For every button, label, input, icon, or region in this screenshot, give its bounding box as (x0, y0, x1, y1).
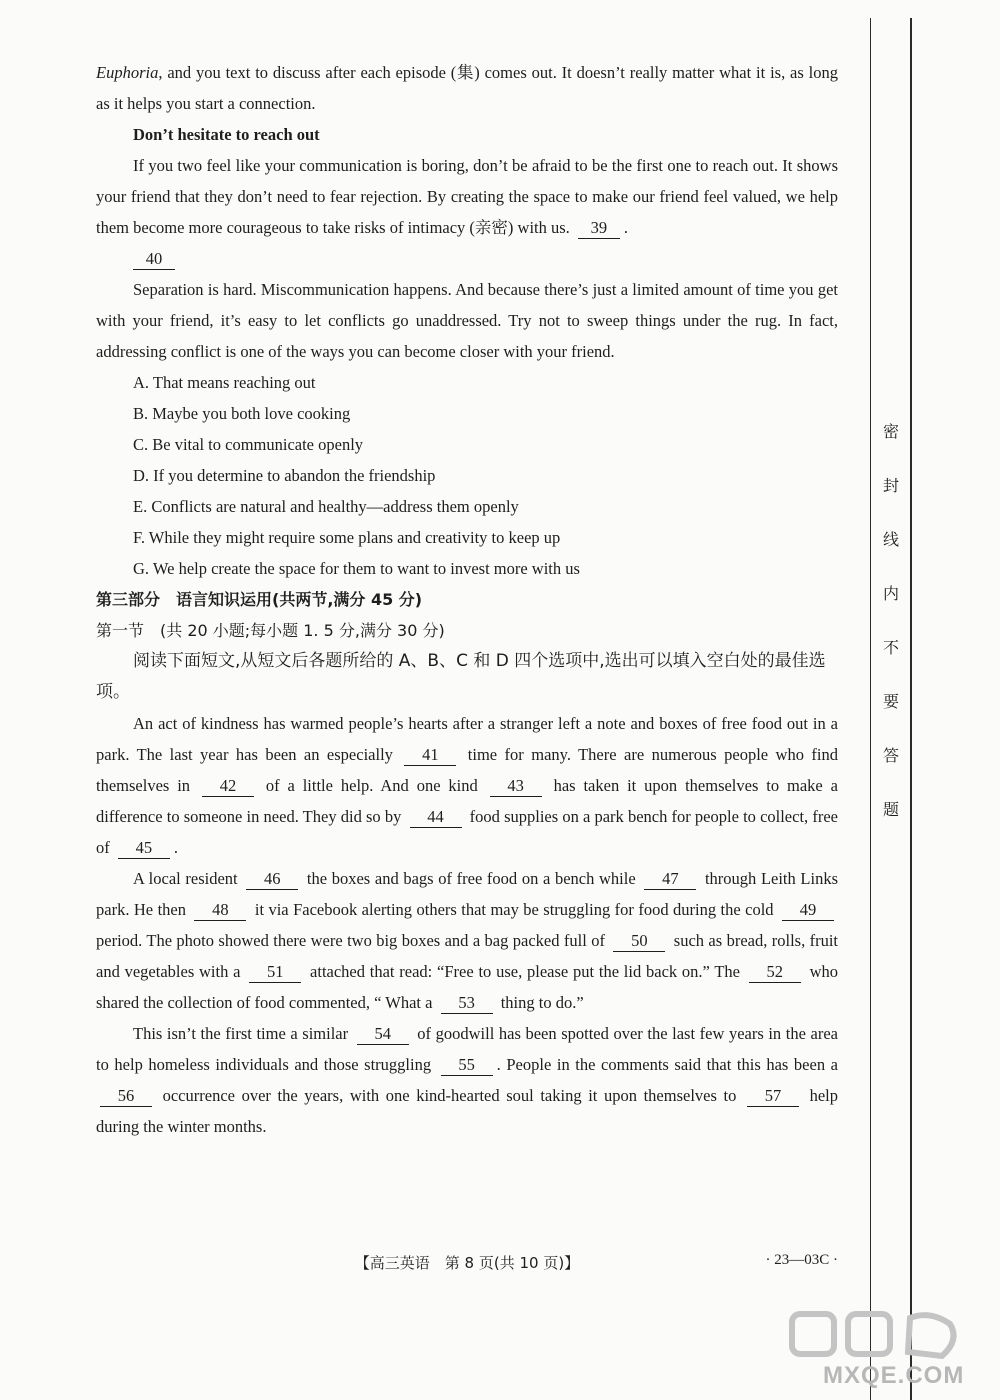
blank-53: 53 (441, 993, 493, 1014)
paragraph-text: This isn’t the first time a similar (133, 1024, 353, 1043)
seal-char: 答 (882, 746, 899, 765)
paragraph-text: such as bread, rolls, fruit and vegetables with a (96, 931, 839, 981)
paragraph-text: thing to do.” (496, 993, 584, 1012)
blank-42: 42 (202, 776, 254, 797)
blank-46: 46 (246, 869, 298, 890)
binding-line-inner (870, 18, 871, 1400)
seal-char: 不 (882, 638, 899, 657)
blank-56: 56 (100, 1086, 152, 1107)
blank-49: 49 (782, 900, 834, 921)
cloze-paragraph-3 (96, 1018, 838, 1142)
paragraph-text: help during the winter months. (96, 1086, 838, 1136)
blank-41: 41 (404, 745, 456, 766)
seal-char: 内 (882, 584, 899, 603)
cloze-paragraph-2 (96, 863, 838, 1018)
seal-char: 题 (882, 800, 899, 819)
blank-43: 43 (490, 776, 542, 797)
option-a: A. That means reaching out (133, 373, 316, 392)
option-c: C. Be vital to communicate openly (133, 435, 364, 454)
paragraph-text: . People in the comments said that this has been a (496, 1055, 838, 1074)
blank-40: 40 (133, 249, 175, 270)
paragraph-euphoria (96, 57, 838, 119)
paragraph-text: A local resident (133, 869, 243, 888)
paragraph-text: it via Facebook alerting others that may be struggling for food during the cold (250, 900, 778, 919)
blank-54: 54 (357, 1024, 409, 1045)
section-heading: Don’t hesitate to reach out (133, 125, 320, 144)
footer-title: 【高三英语 第 8 页(共 10 页)】 (354, 1254, 580, 1272)
paragraph-text: who shared the collection of food commented, “ What a (96, 962, 838, 1012)
blank-57: 57 (747, 1086, 799, 1107)
paragraph-text: food supplies on a park bench for people to collect, free of (96, 807, 838, 857)
paragraph-text: An act of kindness has warmed people’s hearts after a stranger left a note and boxes of free food out in a park. The last year has been an especially (96, 714, 838, 764)
paragraph-reach-out: If you two feel like your communication is boring, don’t be afraid to be the first one to reach out. It shows your friend that they don’t need to fear rejection. By creating the space to make our friend feel valued, we help them become more courageous to take risks of intimacy (亲密) with us. 39 . (96, 156, 838, 237)
seal-char: 要 (882, 692, 899, 711)
page-footer (96, 1252, 838, 1276)
paragraph-text: of goodwill has been spotted over the last few years in the area to help homeless individuals and those struggling (96, 1024, 838, 1074)
paragraph-blank-40 (96, 243, 838, 274)
blank-45: 45 (118, 838, 170, 859)
blank-39: 39 (578, 218, 620, 239)
seal-line-notice (874, 405, 908, 837)
section1-title: 第一节 (共 20 小题;每小题 1. 5 分,满分 30 分) (96, 621, 445, 640)
paragraph-text: Euphoria (96, 63, 159, 82)
paragraph-text: If you two feel like your communication is boring, don’t be afraid to be the first one to reach out. It shows your friend that they don’t need to fear rejection. By creating the space to make our friend feel valued, we help them become more courageous to take risks of intimacy (亲密) with us. (96, 156, 838, 237)
blank-55: 55 (441, 1055, 493, 1076)
blank-44: 44 (410, 807, 462, 828)
paragraph-text: , and you text to discuss after each episode (集) comes out. It doesn’t really matter what it is, as long as it helps you start a connection. (96, 63, 838, 113)
option-d: D. If you determine to abandon the friendship (133, 466, 436, 485)
blank-50: 50 (613, 931, 665, 952)
paragraph-text: . (173, 838, 178, 857)
paragraph-text: time for many. There are numerous people who find themselves in (96, 745, 838, 795)
option-f: F. While they might require some plans and creativity to keep up (133, 528, 561, 547)
blank-51: 51 (249, 962, 301, 983)
paragraph-text: period. The photo showed there were two big boxes and a bag packed full of (96, 931, 610, 950)
paragraph-text: occurrence over the years, with one kind-hearted soul taking it upon themselves to (156, 1086, 743, 1105)
blank-48: 48 (194, 900, 246, 921)
part3-title: 第三部分 语言知识运用(共两节,满分 45 分) (96, 590, 423, 609)
watermark-text: MXQE.COM (823, 1362, 965, 1389)
cloze-paragraph-1 (96, 708, 838, 863)
option-e: E. Conflicts are natural and healthy—address them openly (133, 497, 519, 516)
option-g: G. We help create the space for them to want to invest more with us (133, 559, 580, 578)
seal-char: 封 (882, 476, 899, 495)
cloze-instruction: 阅读下面短文,从短文后各题所给的 A、B、C 和 D 四个选项中,选出可以填入空白处的最佳选项。 (96, 651, 826, 702)
blank-47: 47 (644, 869, 696, 890)
binding-line-outer (910, 18, 912, 1400)
seal-char: 密 (882, 422, 899, 441)
seal-char: 线 (882, 530, 899, 549)
option-b: B. Maybe you both love cooking (133, 404, 351, 423)
paragraph-text: of a little help. And one kind (257, 776, 486, 795)
paragraph-text: has taken it upon themselves to make a difference to someone in need. They did so by (96, 776, 838, 826)
paragraph-separation: Separation is hard. Miscommunication happens. And because there’s just a limited amount of time you get with your friend, it’s easy to let conflicts go unaddressed. Try not to sweep things under the rug. In fact, addressing conflict is one of the ways you can become closer with your friend. (96, 280, 838, 361)
options-list (96, 367, 838, 584)
paragraph-text: attached that read: “Free to use, please put the lid back on.” The (305, 962, 745, 981)
paragraph-text: the boxes and bags of free food on a bench while (302, 869, 641, 888)
page-content (96, 57, 838, 1142)
blank-52: 52 (749, 962, 801, 983)
paper-code: · 23—03C · (765, 1252, 838, 1268)
paragraph-text: through Leith Links park. He then (96, 869, 838, 919)
